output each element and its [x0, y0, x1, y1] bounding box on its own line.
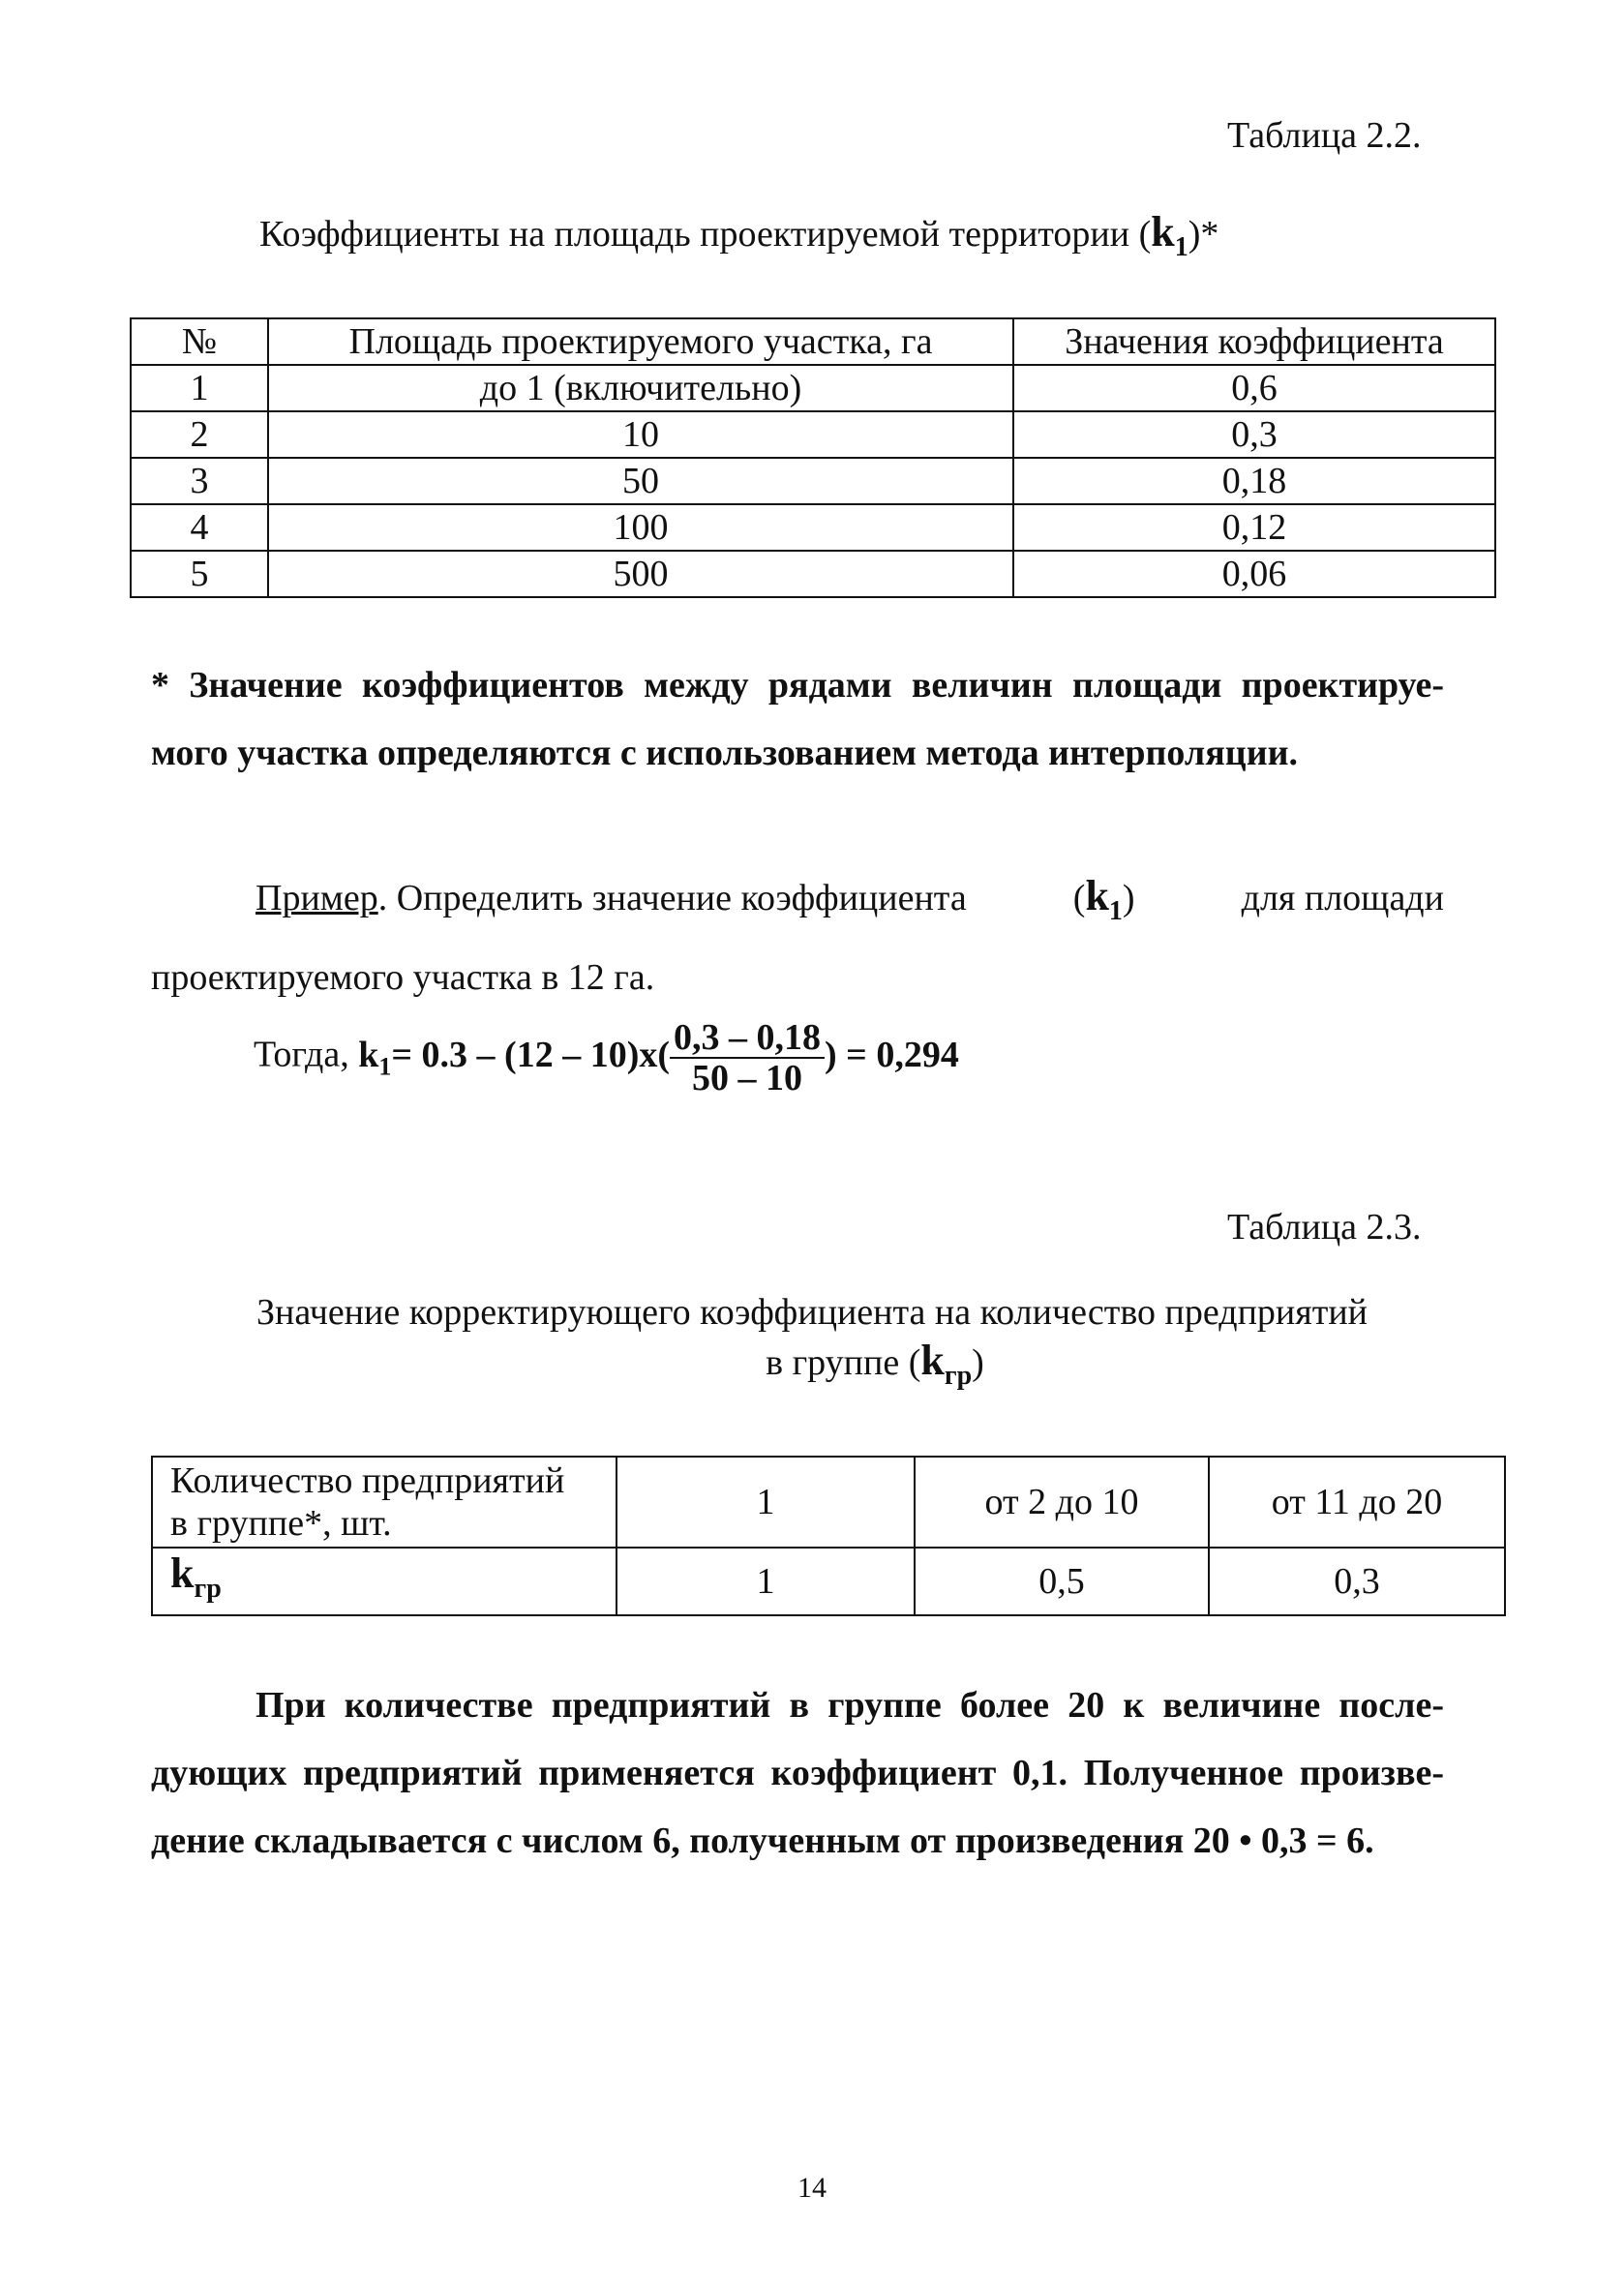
area-value: 10	[268, 411, 1013, 458]
row-number: 5	[131, 551, 268, 597]
row-number: 4	[131, 504, 268, 551]
fraction-denominator: 50 – 10	[692, 1058, 803, 1098]
column-header: №	[131, 318, 268, 365]
fraction-numerator: 0,3 – 0,18	[670, 1018, 825, 1059]
example-line-end: для площади	[1241, 878, 1444, 918]
area-value: 100	[268, 504, 1013, 551]
k1-symbol: $k_1$	[1151, 208, 1188, 262]
area-value: 500	[268, 551, 1013, 597]
table-row	[152, 1548, 1505, 1615]
count-value: от 11 до 20	[1209, 1457, 1505, 1548]
table-row	[131, 411, 1495, 458]
row-header: Количество предприятий в группе*, шт.	[152, 1457, 617, 1548]
table-row	[131, 365, 1495, 411]
table-2-2-caption	[259, 207, 1218, 263]
formula	[254, 1018, 959, 1098]
coefficient-value: 0,3	[1013, 411, 1495, 458]
formula-left: = 0.3 – (12 – 10)x(	[391, 1034, 671, 1075]
example-line-2: проектируемого участка в 12 га.	[151, 956, 655, 998]
coefficient-value: 0,3	[1209, 1548, 1505, 1615]
formula-right: ) = 0,294	[825, 1034, 959, 1075]
coefficient-value: 0,18	[1013, 458, 1495, 504]
caption-end: )*	[1188, 214, 1219, 255]
row-number: 1	[131, 365, 268, 411]
formula-prefix: Тогда,	[254, 1034, 349, 1075]
footnote-line-1: * Значение коэффициентов между рядами величин площади проектируе-	[151, 665, 1444, 706]
caption-line-1: Значение корректирующего коэффициента на количество предприятий	[256, 1292, 1368, 1333]
closing-line-3: дение складывается с числом 6, полученным от произведения 20 • 0,3 = 6.	[151, 1820, 1374, 1861]
table-row	[131, 458, 1495, 504]
caption-line-2: в группе $(k_{гр})$	[766, 1337, 984, 1391]
example-text: . Определить значение коэффициента	[377, 878, 967, 918]
table-2-3-label: Таблица 2.3.	[1227, 1207, 1422, 1248]
table-row	[131, 504, 1495, 551]
coefficient-value: 0,6	[1013, 365, 1495, 411]
count-value: 1	[617, 1457, 915, 1548]
footnote-line-2: мого участка определяются с использованием метода интерполяции.	[151, 733, 1298, 773]
closing-line-1: При количестве предприятий в группе более 20 к величине после-	[256, 1685, 1444, 1726]
coefficient-value: 1	[617, 1548, 915, 1615]
formula-k1: $k_1$	[358, 1034, 392, 1081]
caption-text: Коэффициенты на площадь проектируемой территории (	[259, 214, 1152, 255]
table-2-2-label: Таблица 2.2.	[1227, 115, 1422, 156]
formula-fraction	[670, 1018, 825, 1098]
closing-paragraph	[151, 1684, 1444, 1862]
table-row	[131, 551, 1495, 597]
area-value: 50	[268, 458, 1013, 504]
row-header-kgr: $k_{гр}$	[152, 1548, 617, 1615]
example-line-1	[151, 871, 1444, 927]
kgr-symbol: $k_{гр}$	[920, 1337, 973, 1391]
page-number: 14	[797, 2172, 827, 2204]
closing-line-2: дующих предприятий применяется коэффициент 0,1. Полученное произве-	[151, 1753, 1444, 1793]
count-value: от 2 до 10	[915, 1457, 1209, 1548]
example-paragraph	[151, 871, 1444, 999]
footnote	[151, 664, 1444, 774]
column-header: Значения коэффициента	[1013, 318, 1495, 365]
row-number: 3	[131, 458, 268, 504]
example-k1: $(k_1)$	[1072, 872, 1135, 926]
coefficient-value: 0,12	[1013, 504, 1495, 551]
row-number: 2	[131, 411, 268, 458]
table-header-row	[131, 318, 1495, 365]
table-2-3-caption	[0, 1291, 1624, 1392]
coefficient-value: 0,5	[915, 1548, 1209, 1615]
example-lead: Пример	[256, 878, 378, 918]
group-coefficients-table	[151, 1456, 1506, 1616]
area-coefficients-table	[130, 317, 1496, 598]
area-value: до 1 (включительно)	[268, 365, 1013, 411]
column-header: Площадь проектируемого участка, га	[268, 318, 1013, 365]
table-row	[152, 1457, 1505, 1548]
coefficient-value: 0,06	[1013, 551, 1495, 597]
